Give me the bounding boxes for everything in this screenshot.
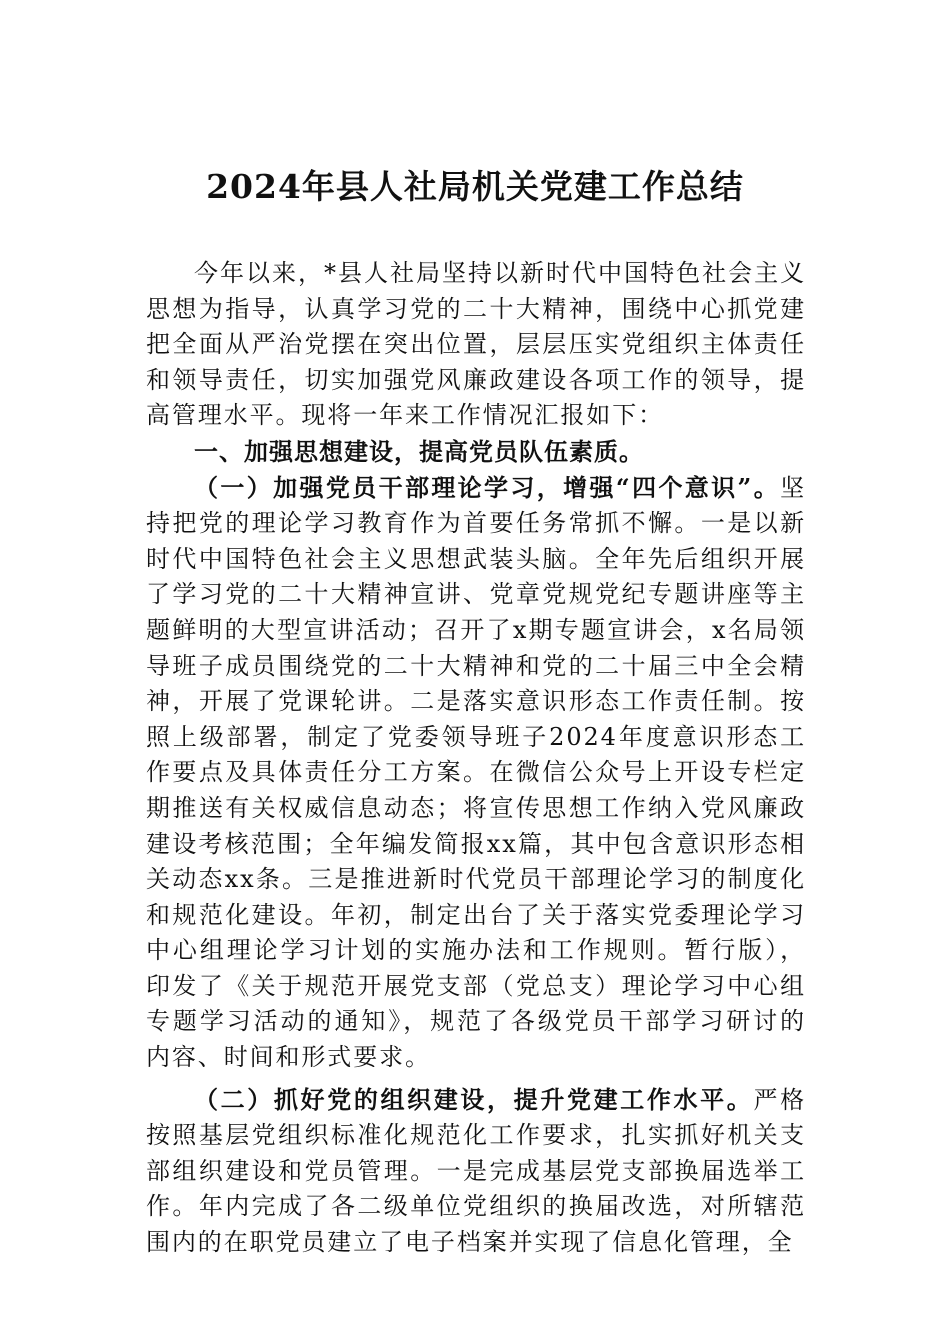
subsection-1-paragraph xyxy=(146,470,806,1076)
section-1-heading: 一、加强思想建设，提高党员队伍素质。 xyxy=(194,436,644,466)
subsection-2-heading: （二）抓好党的组织建设，提升党建工作水平。 xyxy=(194,1084,754,1114)
subsection-1-body: 坚持把党的理论学习教育作为首要任务常抓不懈。一是以新时代中国特色社会主义思想武装头脑。全年先后组织开展了学习党的二十大精神宣讲、党章党规党纪专题讲座等主题鲜明的大型宣讲活动；召开了x期专题宣讲会，x名局领导班子成员围绕党的二十大精神和党的二十届三中全会精神，开展了党课轮讲。二是落实意识形态工作责任制。按照上级部署，制定了党委领导班子2024年度意识形态工作要点及具体责任分工方案。在微信公众号上开设专栏定期推送有关权威信息动态；将宣传思想工作纳入党风廉政建设考核范围；全年编发简报xx篇，其中包含意识形态相关动态xx条。三是推进新时代党员干部理论学习的制度化和规范化建设。年初，制定出台了关于落实党委理论学习中心组理论学习计划的实施办法和工作规则。暂行版），印发了《关于规范开展党支部（党总支）理论学习中心组专题学习活动的通知》，规范了各级党员干部学习研讨的内容、时间和形式要求。 xyxy=(146,473,806,1072)
subsection-2-body: 严格按照基层党组织标准化规范化工作要求，扎实抓好机关支部组织建设和党员管理。一是完成基层党支部换届选举工作。年内完成了各二级单位党组织的换届改选，对所辖范围内的在职党员建立了电子档案并实现了信息化管理，全 xyxy=(146,1085,806,1257)
document-title: 2024年县人社局机关党建工作总结 xyxy=(206,167,744,206)
intro-paragraph: 今年以来，*县人社局坚持以新时代中国特色社会主义思想为指导，认真学习党的二十大精神，围绕中心抓党建把全面从严治党摆在突出位置，层层压实党组织主体责任和领导责任，切实加强党风廉政建设各项工作的领导，提高管理水平。现将一年来工作情况汇报如下： xyxy=(146,259,806,430)
subsection-1-heading: （一）加强党员干部理论学习，增强“四个意识”。 xyxy=(194,472,781,502)
subsection-2-paragraph xyxy=(146,1082,806,1261)
document-body xyxy=(146,256,806,1261)
